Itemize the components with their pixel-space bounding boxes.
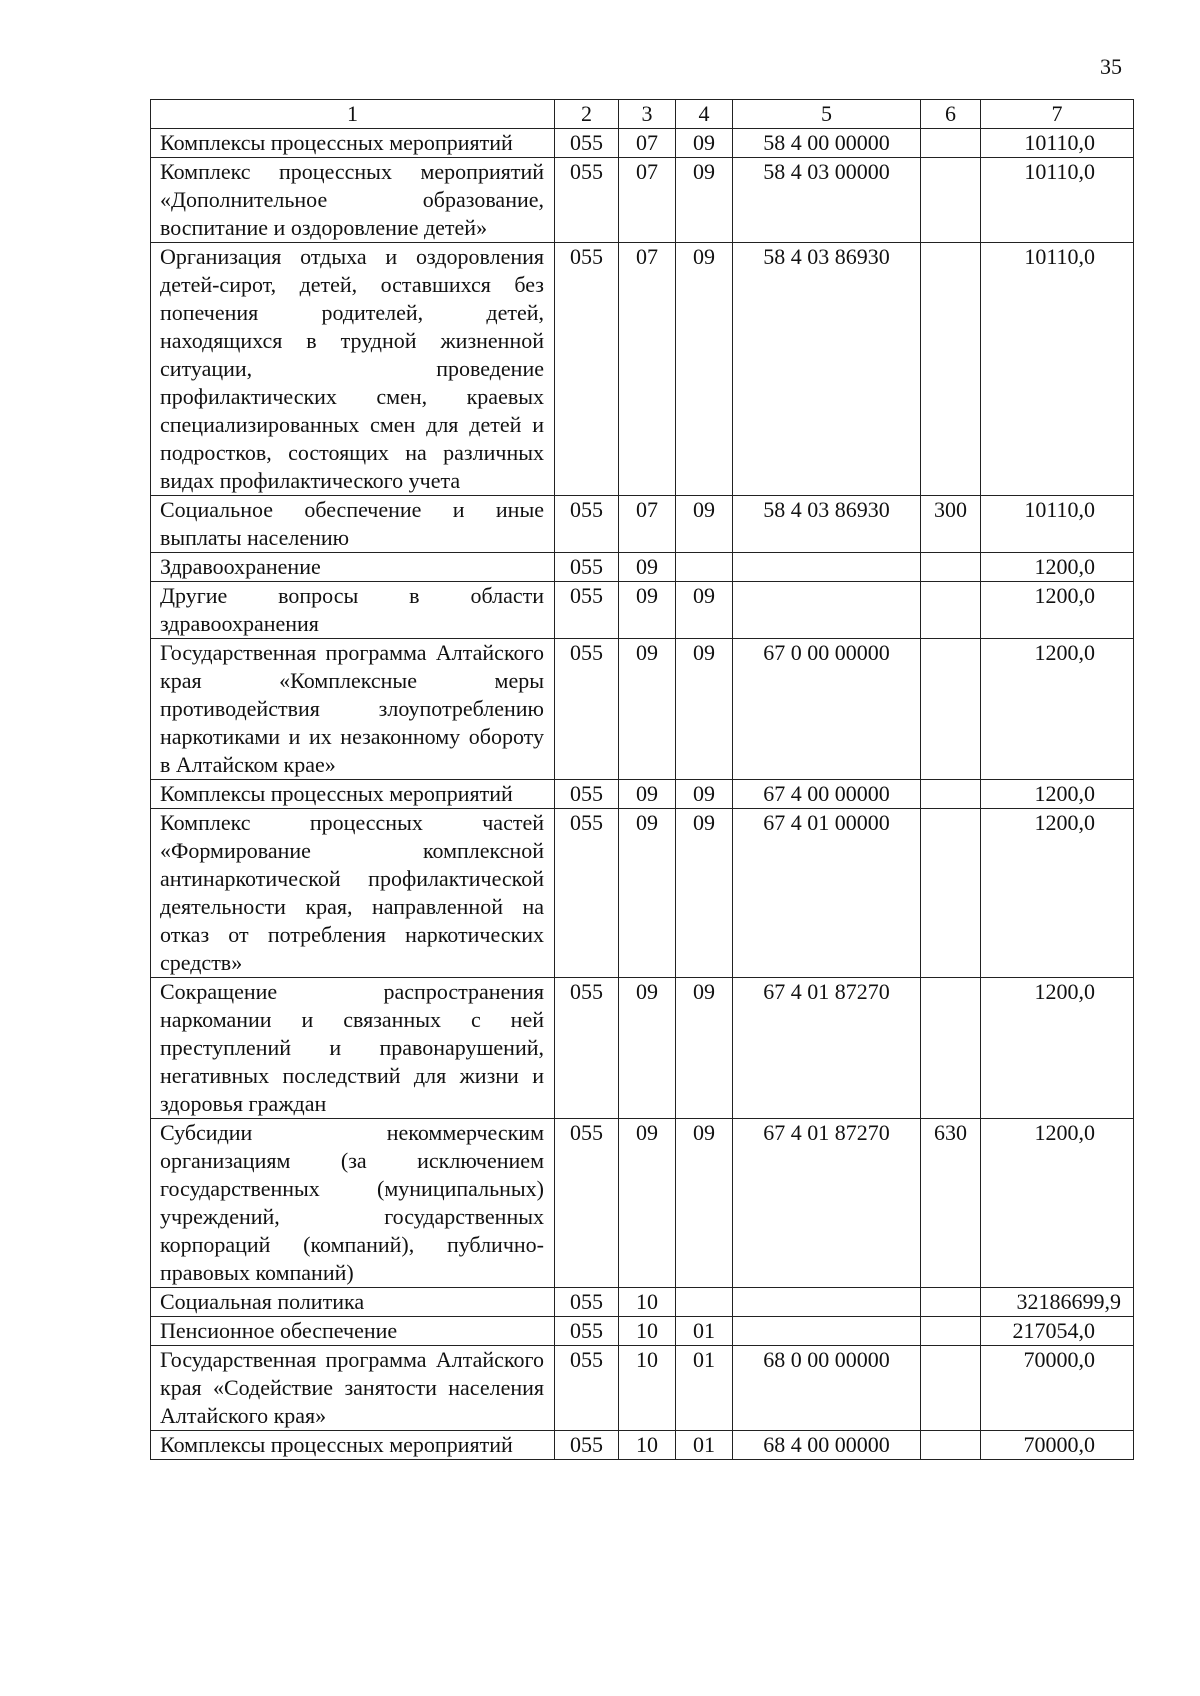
row-grbs: 055	[555, 582, 619, 639]
row-sum: 1200,0	[981, 1119, 1134, 1288]
row-vr	[921, 129, 981, 158]
header-row	[151, 100, 1134, 129]
row-pr: 09	[676, 158, 733, 243]
table-row	[151, 158, 1134, 243]
row-sum: 217054,0	[981, 1317, 1134, 1346]
row-sum: 70000,0	[981, 1431, 1134, 1460]
row-grbs: 055	[555, 243, 619, 496]
row-sum: 1200,0	[981, 582, 1134, 639]
row-sum: 1200,0	[981, 809, 1134, 978]
row-name: Другие вопросы в области здравоохранения	[151, 582, 555, 639]
row-vr	[921, 1431, 981, 1460]
row-vr: 630	[921, 1119, 981, 1288]
row-name: Субсидии некоммерческим организациям (за исключением государственных (муниципальных) учреждений, государственных корпораций (компаний), публично-правовых компаний)	[151, 1119, 555, 1288]
header-col-6: 6	[921, 100, 981, 129]
row-name: Комплекс процессных частей «Формирование комплексной антинаркотической профилактической деятельности края, направленной на отказ от потребления наркотических средств»	[151, 809, 555, 978]
row-csr: 68 4 00 00000	[733, 1431, 921, 1460]
row-vr	[921, 809, 981, 978]
row-name: Комплексы процессных мероприятий	[151, 1431, 555, 1460]
row-sum: 1200,0	[981, 639, 1134, 780]
row-pr: 09	[676, 243, 733, 496]
row-rz: 09	[619, 582, 676, 639]
header-col-1: 1	[151, 100, 555, 129]
row-vr	[921, 780, 981, 809]
row-csr	[733, 553, 921, 582]
row-name: Комплексы процессных мероприятий	[151, 780, 555, 809]
row-pr: 01	[676, 1431, 733, 1460]
header-col-7: 7	[981, 100, 1134, 129]
row-rz: 07	[619, 158, 676, 243]
row-vr	[921, 243, 981, 496]
row-sum: 10110,0	[981, 129, 1134, 158]
row-name: Государственная программа Алтайского края «Содействие занятости населения Алтайского края»	[151, 1346, 555, 1431]
row-csr	[733, 1288, 921, 1317]
row-vr	[921, 582, 981, 639]
row-grbs: 055	[555, 496, 619, 553]
row-csr: 58 4 03 86930	[733, 243, 921, 496]
row-name: Здравоохранение	[151, 553, 555, 582]
row-name: Комплекс процессных мероприятий «Дополнительное образование, воспитание и оздоровление детей»	[151, 158, 555, 243]
row-grbs: 055	[555, 158, 619, 243]
header-col-5: 5	[733, 100, 921, 129]
row-name: Государственная программа Алтайского края «Комплексные меры противодействия злоупотреблению наркотиками и их незаконному обороту в Алтайском крае»	[151, 639, 555, 780]
table-row	[151, 639, 1134, 780]
table-row	[151, 1431, 1134, 1460]
table-row	[151, 809, 1134, 978]
row-pr: 09	[676, 582, 733, 639]
row-name: Пенсионное обеспечение	[151, 1317, 555, 1346]
row-csr: 67 4 01 87270	[733, 1119, 921, 1288]
row-pr: 09	[676, 780, 733, 809]
row-sum: 10110,0	[981, 158, 1134, 243]
row-name: Комплексы процессных мероприятий	[151, 129, 555, 158]
row-name: Сокращение распространения наркомании и связанных с ней преступлений и правонарушений, негативных последствий для жизни и здоровья граждан	[151, 978, 555, 1119]
row-vr	[921, 158, 981, 243]
row-grbs: 055	[555, 553, 619, 582]
row-pr: 09	[676, 1119, 733, 1288]
row-name: Социальное обеспечение и иные выплаты населению	[151, 496, 555, 553]
row-rz: 09	[619, 780, 676, 809]
row-sum: 1200,0	[981, 553, 1134, 582]
row-vr: 300	[921, 496, 981, 553]
row-csr: 67 0 00 00000	[733, 639, 921, 780]
row-sum: 10110,0	[981, 243, 1134, 496]
row-csr: 58 4 03 86930	[733, 496, 921, 553]
row-csr: 67 4 01 87270	[733, 978, 921, 1119]
table-row	[151, 1317, 1134, 1346]
row-grbs: 055	[555, 978, 619, 1119]
row-rz: 09	[619, 1119, 676, 1288]
row-csr: 58 4 03 00000	[733, 158, 921, 243]
row-grbs: 055	[555, 129, 619, 158]
row-rz: 07	[619, 129, 676, 158]
row-vr	[921, 1346, 981, 1431]
header-col-4: 4	[676, 100, 733, 129]
row-grbs: 055	[555, 639, 619, 780]
row-pr: 01	[676, 1317, 733, 1346]
page-number: 35	[1100, 54, 1122, 79]
row-name: Социальная политика	[151, 1288, 555, 1317]
row-sum: 1200,0	[981, 780, 1134, 809]
table-row	[151, 978, 1134, 1119]
row-pr	[676, 1288, 733, 1317]
table-row	[151, 243, 1134, 496]
row-csr	[733, 1317, 921, 1346]
row-sum: 10110,0	[981, 496, 1134, 553]
table-header	[151, 100, 1134, 129]
table-row	[151, 1119, 1134, 1288]
table-row	[151, 129, 1134, 158]
row-vr	[921, 553, 981, 582]
table-row	[151, 1288, 1134, 1317]
table-body	[151, 129, 1134, 1460]
row-rz: 10	[619, 1346, 676, 1431]
row-pr: 09	[676, 496, 733, 553]
row-pr: 09	[676, 639, 733, 780]
row-grbs: 055	[555, 1317, 619, 1346]
row-rz: 07	[619, 496, 676, 553]
row-rz: 09	[619, 809, 676, 978]
row-grbs: 055	[555, 1119, 619, 1288]
row-pr: 09	[676, 978, 733, 1119]
row-csr: 67 4 00 00000	[733, 780, 921, 809]
row-csr: 68 0 00 00000	[733, 1346, 921, 1431]
row-vr	[921, 639, 981, 780]
row-csr	[733, 582, 921, 639]
row-grbs: 055	[555, 780, 619, 809]
row-csr: 67 4 01 00000	[733, 809, 921, 978]
header-col-2: 2	[555, 100, 619, 129]
row-csr: 58 4 00 00000	[733, 129, 921, 158]
row-rz: 10	[619, 1288, 676, 1317]
row-name: Организация отдыха и оздоровления детей-сирот, детей, оставшихся без попечения родителей, детей, находящихся в трудной жизненной ситуации, проведение профилактических смен, краевых специализированных смен для детей и подростков, состоящих на различных видах профилактического учета	[151, 243, 555, 496]
row-sum: 1200,0	[981, 978, 1134, 1119]
row-rz: 07	[619, 243, 676, 496]
row-vr	[921, 978, 981, 1119]
row-sum: 32186699,9	[981, 1288, 1134, 1317]
header-col-3: 3	[619, 100, 676, 129]
table-row	[151, 780, 1134, 809]
table-row	[151, 496, 1134, 553]
table-row	[151, 553, 1134, 582]
row-rz: 10	[619, 1431, 676, 1460]
row-rz: 10	[619, 1317, 676, 1346]
row-pr	[676, 553, 733, 582]
row-grbs: 055	[555, 1288, 619, 1317]
row-rz: 09	[619, 639, 676, 780]
row-rz: 09	[619, 978, 676, 1119]
row-pr: 09	[676, 129, 733, 158]
row-sum: 70000,0	[981, 1346, 1134, 1431]
row-grbs: 055	[555, 1431, 619, 1460]
row-grbs: 055	[555, 809, 619, 978]
row-pr: 09	[676, 809, 733, 978]
row-grbs: 055	[555, 1346, 619, 1431]
budget-table	[150, 99, 1134, 1460]
row-rz: 09	[619, 553, 676, 582]
table-row	[151, 1346, 1134, 1431]
row-pr: 01	[676, 1346, 733, 1431]
table-row	[151, 582, 1134, 639]
row-vr	[921, 1288, 981, 1317]
row-vr	[921, 1317, 981, 1346]
